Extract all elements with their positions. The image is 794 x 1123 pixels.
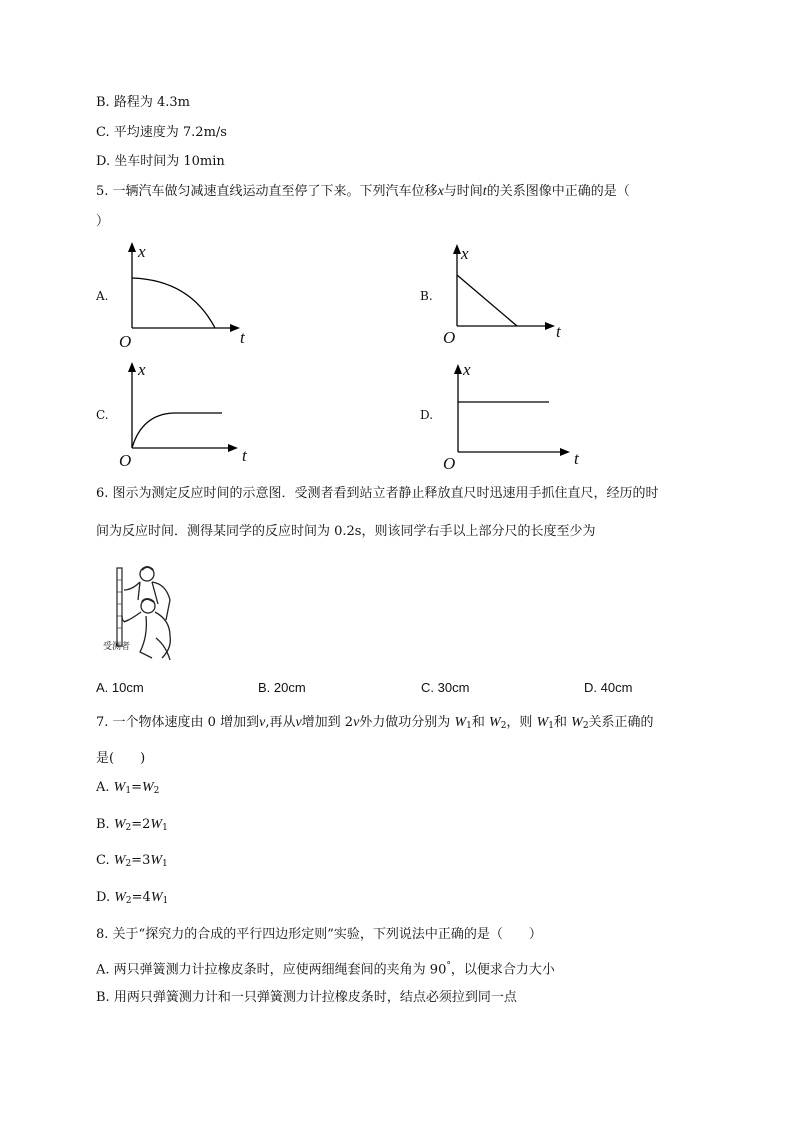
- option-letter: D.: [96, 890, 111, 905]
- graph-b-origin: O: [443, 328, 456, 347]
- graph-c-origin: O: [119, 451, 132, 470]
- variable-w: W: [150, 853, 163, 868]
- stem-part: 和: [553, 715, 567, 730]
- stem-part: 增加到 2: [301, 715, 354, 730]
- stem-part: ，则: [506, 715, 533, 730]
- stem-part: 一个物体速度由 0 增加到: [112, 715, 260, 730]
- graph-c: [112, 358, 257, 468]
- equals: =: [131, 817, 143, 832]
- x-arrow: [228, 444, 238, 452]
- graph-a-letter: A.: [96, 289, 109, 303]
- subscript: 1: [466, 721, 472, 731]
- q6-option-c: [421, 681, 469, 694]
- variable-v: v: [259, 715, 266, 730]
- variable-w: W: [113, 817, 126, 832]
- variable-x: x: [437, 184, 444, 199]
- coefficient: 3: [142, 853, 151, 868]
- q7-stem-line2: 是( ): [96, 751, 146, 766]
- option-text: 路程为 4.3m: [113, 95, 190, 110]
- option-letter: C.: [96, 853, 110, 868]
- subscript: 1: [162, 859, 168, 869]
- option-letter: B.: [258, 680, 271, 695]
- stem-part: 关系正确的: [588, 715, 654, 730]
- option-text: 平均速度为 7.2m/s: [113, 125, 227, 140]
- q6-option-a: [96, 681, 144, 694]
- subscript: 1: [548, 721, 554, 731]
- graph-a: [112, 240, 257, 350]
- curve: [132, 413, 222, 448]
- q5-stem: [96, 185, 630, 199]
- subscript: 1: [162, 896, 169, 906]
- question-number: 5.: [96, 184, 109, 199]
- graph-b-y-label: x: [461, 244, 469, 263]
- q6-option-d: [584, 681, 632, 694]
- subscript: 2: [125, 859, 132, 869]
- question-number: 7.: [96, 715, 109, 730]
- subscript: 2: [582, 721, 589, 731]
- coefficient: 4: [142, 890, 151, 905]
- graph-c-letter: C.: [96, 408, 109, 422]
- y-arrow: [453, 244, 461, 254]
- x-arrow: [230, 324, 240, 332]
- q8-option-a: [96, 962, 555, 976]
- option-text: 10cm: [111, 680, 144, 695]
- q7-option-d: [96, 891, 168, 906]
- figure-label: 受测者: [103, 642, 131, 652]
- variable-v: v: [295, 715, 302, 730]
- option-letter: B.: [96, 817, 110, 832]
- subscript: 2: [125, 896, 132, 906]
- option-text: 20cm: [273, 680, 306, 695]
- y-arrow: [454, 364, 462, 374]
- option-letter: A.: [96, 680, 109, 695]
- stem-part: 外力做功分别为: [359, 715, 451, 730]
- graph-b-letter: B.: [420, 289, 433, 303]
- option-text: 40cm: [600, 680, 633, 695]
- option-text: 两只弹簧测力计拉橡皮条时，应使两细绳套间的夹角为 90: [113, 962, 447, 978]
- q7-option-a: [96, 781, 159, 796]
- graph-a-origin: O: [119, 332, 132, 351]
- stem-part: 关于“探究力的合成的平行四边形定则”实验，下列说法中正确的是（ ）: [112, 927, 542, 942]
- variable-w: W: [114, 890, 126, 905]
- variable-w: W: [489, 715, 501, 730]
- option-letter: A.: [96, 962, 110, 978]
- subscript: 1: [162, 823, 168, 833]
- variable-w: W: [150, 890, 163, 905]
- q6-stem-line2: 间为反应时间．测得某同学的反应时间为 0.2s，则该同学右手以上部分尺的长度至少为: [96, 524, 596, 539]
- q7-option-c: [96, 854, 168, 869]
- option-text: 用两只弹簧测力计和一只弹簧测力计拉橡皮条时，结点必须拉到同一点: [113, 990, 517, 1005]
- variable-w: W: [113, 780, 126, 795]
- option-letter: D.: [96, 154, 111, 169]
- graph-d-x-label: t: [574, 449, 579, 468]
- q4-option-c: [96, 126, 227, 139]
- variable-w: W: [571, 715, 583, 730]
- variable-v: v: [353, 715, 360, 730]
- graph-b-x-label: t: [556, 322, 561, 341]
- variable-t: t: [482, 184, 487, 199]
- option-letter: C.: [96, 125, 110, 140]
- option-letter: D.: [584, 680, 597, 695]
- option-text: 30cm: [437, 680, 470, 695]
- variable-w: W: [113, 853, 126, 868]
- question-number: 6.: [96, 486, 109, 501]
- curve: [132, 278, 215, 328]
- subscript: 2: [500, 721, 507, 731]
- option-text: 坐车时间为 10min: [114, 154, 225, 169]
- equals: =: [131, 890, 143, 905]
- q6-option-b: [258, 681, 306, 694]
- equals: =: [131, 853, 143, 868]
- question-number: 8.: [96, 927, 109, 942]
- q8-option-b: [96, 991, 517, 1004]
- stem-part: ,再从: [265, 715, 296, 730]
- coefficient: 2: [142, 817, 151, 832]
- graph-c-x-label: t: [242, 446, 247, 465]
- subscript: 2: [153, 786, 160, 796]
- graph-a-x-label: t: [240, 328, 245, 347]
- variable-w: W: [141, 780, 154, 795]
- option-letter: B.: [96, 95, 110, 110]
- graph-d-y-label: x: [463, 360, 471, 379]
- stem-part: 的关系图像中正确的是（: [486, 184, 630, 199]
- q4-option-d: [96, 155, 225, 168]
- stem-part: 图示为测定反应时间的示意图．受测者看到站立者静止释放直尺时迅速用手抓住直尺，经历的时: [112, 486, 659, 501]
- variable-w: W: [536, 715, 549, 730]
- stem-part: 和: [471, 715, 485, 730]
- variable-w: W: [454, 715, 467, 730]
- x-arrow: [545, 322, 555, 330]
- subscript: 2: [125, 823, 132, 833]
- stem-part: 一辆汽车做匀减速直线运动直至停了下来。下列汽车位移: [112, 184, 438, 199]
- line: [457, 275, 517, 326]
- q7-stem-line1: [96, 716, 654, 731]
- x-arrow: [560, 448, 570, 456]
- q4-option-b: [96, 96, 190, 109]
- graph-d: [438, 358, 588, 468]
- q5-stem-close: ）: [96, 214, 110, 229]
- subscript: 1: [125, 786, 132, 796]
- variable-w: W: [150, 817, 163, 832]
- option-letter: C.: [421, 680, 434, 695]
- option-letter: A.: [96, 780, 110, 795]
- option-letter: B.: [96, 990, 110, 1005]
- degree-symbol: °: [446, 961, 451, 971]
- stem-part: 与时间: [443, 184, 483, 199]
- q6-stem-line1: [96, 487, 659, 500]
- graph-c-y-label: x: [138, 360, 146, 379]
- option-text: ，以便求合力大小: [450, 962, 555, 978]
- equals: =: [131, 780, 142, 795]
- y-arrow: [128, 362, 136, 372]
- graph-d-letter: D.: [420, 408, 434, 422]
- q7-option-b: [96, 818, 168, 833]
- graph-a-y-label: x: [138, 242, 146, 261]
- graph-d-origin: O: [443, 454, 456, 473]
- y-arrow: [128, 242, 136, 252]
- q8-stem: [96, 928, 542, 941]
